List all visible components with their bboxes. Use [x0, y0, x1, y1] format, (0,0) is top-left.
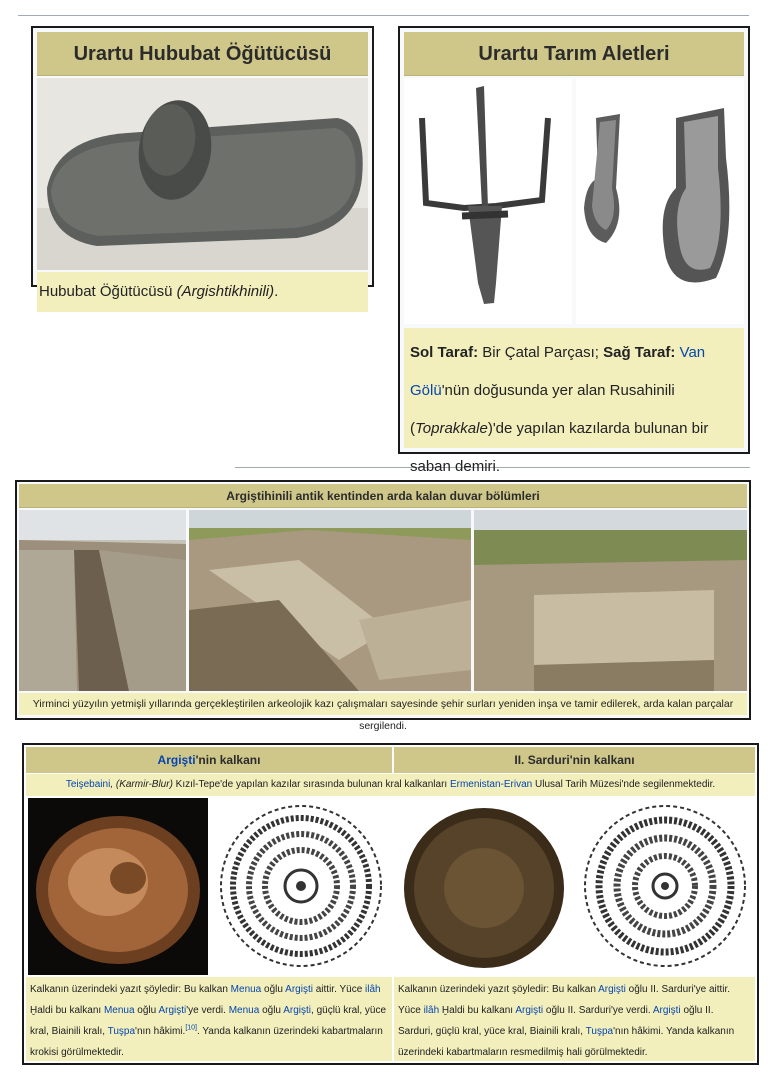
- teisebaini-link[interactable]: Teişebaini: [65, 779, 111, 790]
- shields-table: [22, 743, 759, 1065]
- ermenistan-erivan-link[interactable]: Ermenistan-Erivan: [449, 779, 533, 790]
- tools-caption-mid: 'nün doğusunda yer alan Rusahinili (: [410, 382, 675, 437]
- walls-gallery: [15, 480, 751, 732]
- menua-link-1[interactable]: Menua: [230, 984, 262, 995]
- tools-caption: [404, 328, 744, 475]
- argisti-header-rest: 'nin kalkanı: [195, 753, 261, 767]
- shields-subcaption: [26, 774, 755, 796]
- tuspa-link-1[interactable]: Tuşpa: [107, 1026, 136, 1037]
- lc-t10: . Yanda kalkanın üzerindeki kabartmaların krokisi görülmektedir.: [30, 1026, 383, 1058]
- tools-infobox: [398, 26, 750, 475]
- sarduri-shield-header: II. Sarduri'nin kalkanı: [394, 747, 755, 773]
- lc-t6: 'ye verdi.: [186, 1005, 229, 1016]
- rc-t6: 'nın hâkimi. Yanda kalkanın üzerindeki kabartmaların resmedilmiş hali görülmektedir.: [398, 1026, 735, 1058]
- lc-t9: 'nın hâkimi.: [135, 1026, 186, 1037]
- argisti-link-6[interactable]: Argişti: [515, 1005, 544, 1016]
- grinder-title: Urartu Hububat Öğütücüsü: [37, 32, 368, 76]
- lc-t3: aittir. Yüce: [312, 984, 366, 995]
- grinder-caption-text: Hububat Öğütücüsü: [39, 283, 177, 300]
- argisti-link[interactable]: Argişti: [157, 753, 196, 767]
- left-side-text: Bir Çatal Parçası;: [478, 344, 604, 361]
- lc-t1: Kalkanın üzerindeki yazıt şöyledir: Bu kalkan: [30, 984, 231, 995]
- fork-drawing: [404, 78, 572, 324]
- toprakkale-italic: Toprakkale: [415, 420, 488, 437]
- grinder-caption-italic: (Argishtikhinili): [176, 283, 275, 300]
- left-side-label: Sol Taraf:: [410, 344, 479, 361]
- lc-t4: Ḫaldi bu kalkanı: [30, 1005, 104, 1016]
- wall-photo-3: [474, 510, 747, 691]
- ilah-link-2[interactable]: ilâh: [423, 1005, 440, 1016]
- top-separator: [18, 15, 749, 16]
- sarduri-shield-photo: [395, 798, 573, 975]
- grinder-caption-end: .: [274, 283, 279, 300]
- reference-10-link[interactable]: [10]: [185, 1024, 197, 1032]
- argisti-shield-header: [26, 747, 392, 773]
- lc-t5: oğlu: [134, 1005, 159, 1016]
- sarduri-shield-caption: [394, 977, 755, 1061]
- walls-title: Argiştihinili antik kentinden arda kalan duvar bölümleri: [19, 484, 747, 508]
- plough-drawing: [576, 78, 744, 324]
- van-golu-link[interactable]: Van Gölü: [410, 344, 706, 399]
- lc-t2: oğlu: [261, 984, 286, 995]
- argisti-shield-caption: [26, 977, 392, 1061]
- rc-t1: Kalkanın üzerindeki yazıt şöyledir: Bu kalkan: [398, 984, 599, 995]
- rc-t4: oğlu II. Sarduri'ye verdi.: [543, 1005, 653, 1016]
- rc-t3: Ḫaldi bu kalkanı: [439, 1005, 516, 1016]
- grinder-photo: [37, 78, 368, 270]
- ilah-link-1[interactable]: ilâh: [365, 984, 381, 995]
- rc-t2: oğlu II. Sarduri'ye aittir. Yüce: [398, 984, 731, 1016]
- walls-caption: Yirminci yüzyılın yetmişli yıllarında gerçekleştirilen arkeolojik kazı çalışmaları sayesinde şehir surları yeniden inşa ve tamir edilerek, arda kalan parçalar sergilendi.: [19, 693, 747, 715]
- grinder-caption: [37, 272, 368, 312]
- rc-t5: oğlu II. Sarduri, güçlü kral, yüce kral, Biainili kralı,: [398, 1005, 714, 1037]
- wall-photo-1: [19, 510, 186, 691]
- menua-link-3[interactable]: Menua: [228, 1005, 260, 1016]
- argisti-link-3[interactable]: Argişti: [158, 1005, 187, 1016]
- argisti-shield-photo: [28, 798, 208, 975]
- tools-caption-end: )'de yapılan kazılarda bulunan bir saban demiri.: [410, 420, 709, 475]
- sarduri-shield-drawing: [575, 798, 755, 975]
- argisti-link-7[interactable]: Argişti: [652, 1005, 681, 1016]
- tools-title: Urartu Tarım Aletleri: [404, 32, 744, 76]
- karmir-blur-italic: , (Karmir-Blur): [110, 779, 173, 790]
- lc-t8: , güçlü kral, yüce kral, Biainili kralı,: [30, 1005, 387, 1037]
- argisti-link-4[interactable]: Argişti: [283, 1005, 312, 1016]
- menua-link-2[interactable]: Menua: [103, 1005, 135, 1016]
- argisti-shield-drawing: [210, 798, 392, 975]
- lc-t7: oğlu: [259, 1005, 284, 1016]
- subcaption-mid: Kızıl-Tepe'de yapılan kazılar sırasında bulunan kral kalkanları: [172, 779, 450, 790]
- argisti-link-2[interactable]: Argişti: [285, 984, 313, 995]
- right-side-label: Sağ Taraf:: [603, 344, 676, 361]
- argisti-link-5[interactable]: Argişti: [598, 984, 626, 995]
- grinder-infobox: [31, 26, 374, 300]
- wall-photo-2: [189, 510, 471, 691]
- subcaption-end: Ulusal Tarih Müzesi'nde segilenmektedir.: [532, 779, 716, 790]
- tuspa-link-2[interactable]: Tuşpa: [585, 1026, 614, 1037]
